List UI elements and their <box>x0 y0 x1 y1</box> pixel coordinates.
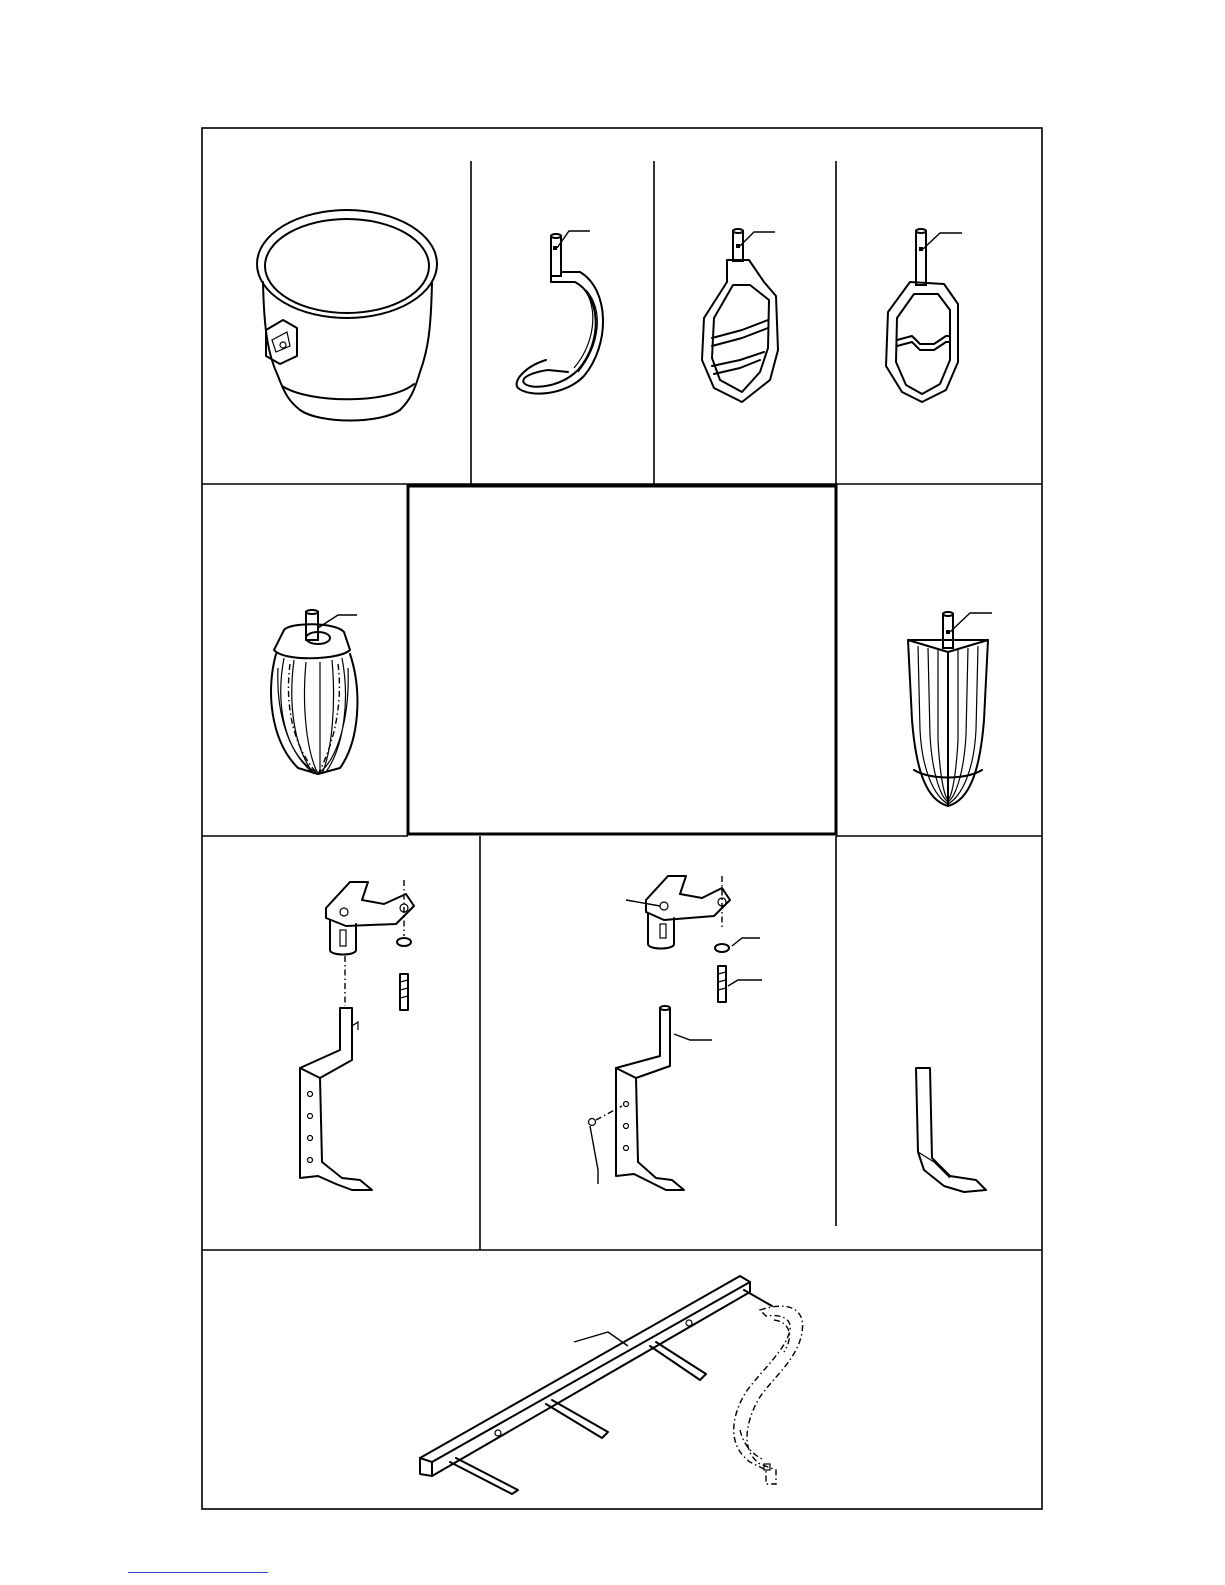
tool-rack-icon <box>420 1276 803 1494</box>
wing-whip-icon <box>908 612 992 806</box>
grid-frame <box>202 128 1042 1509</box>
flat-beater-alt-icon <box>886 229 962 402</box>
footer-link-underline[interactable] <box>128 1572 268 1573</box>
blank-center-box <box>408 486 836 834</box>
flat-beater-icon <box>702 229 778 402</box>
wire-whip-icon <box>271 610 357 774</box>
mixing-bowl-icon <box>257 210 437 421</box>
spiral-hook-icon <box>517 231 603 394</box>
scraper-assembly-callouts-icon <box>589 876 763 1190</box>
scraper-assembly-icon <box>300 880 414 1190</box>
scraper-blade-icon <box>916 1068 986 1192</box>
